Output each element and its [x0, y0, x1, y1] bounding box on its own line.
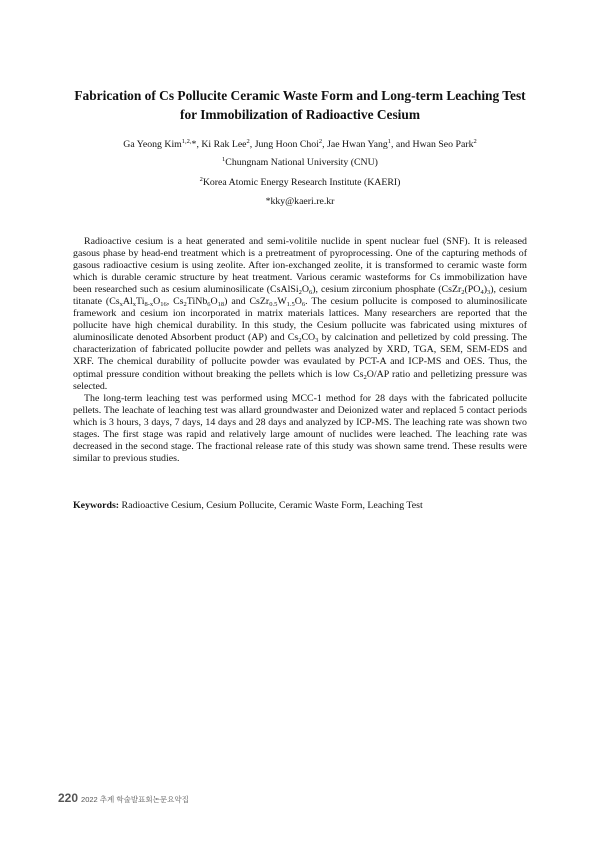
- affiliation-number: 1: [222, 156, 226, 163]
- affiliation-number: 2: [199, 176, 203, 183]
- subscript: 6: [308, 289, 313, 297]
- subscript: 6: [301, 301, 306, 309]
- author-affil-sup: 2: [318, 138, 323, 145]
- corresponding-mark: *: [191, 139, 197, 150]
- abstract-text: by calcination and pelletized by cold pressing. The characterization of fabricated pollucite powder and pellets was analyzed by XRD, TGA, SEM, SEM-EDS and XRF. The chemical durability of pollucite powder was evaulated by PCT-A and ICP-MS and OES. Thus, the optimal pressure condition without breaking the pellets which is low Cs: [73, 332, 527, 380]
- subscript: 2: [183, 301, 187, 309]
- subscript: 2: [298, 337, 302, 345]
- author-name: Hwan Seo Park: [412, 139, 474, 150]
- abstract-text: TiNb: [186, 296, 208, 308]
- abstract-text: O: [210, 296, 218, 308]
- abstract: [73, 236, 527, 465]
- author-list: [40, 138, 560, 152]
- abstract-text: , Cs: [166, 296, 184, 308]
- author-name: Ki Rak Lee: [201, 139, 247, 150]
- subscript: 18: [217, 301, 225, 309]
- subscript: 1.5: [286, 301, 295, 309]
- author-separator: ,: [196, 139, 202, 150]
- keywords: [73, 500, 527, 512]
- subscript: 6: [207, 301, 211, 309]
- abstract-text: O: [294, 296, 302, 308]
- abstract-text: (PO: [464, 284, 481, 296]
- affiliation-1: [40, 156, 560, 170]
- paper-title-line2: for Immobilization of Radioactive Cesium: [179, 107, 421, 122]
- abstract-text: Al: [122, 296, 133, 308]
- abstract-text: Radioactive cesium is a heat generated and semi-volitile nuclide in spent nuclear fuel (SNF). It is released gasous phase by head-end treatment which is a pretreatment of pyroprocessing. One of the capturing methods of gasous radioactive cesium is using zeolite. After ion-exchanged zeolite, it is transformed to ceramic waste form which is durable ceramic structure by heat treatment. Various ceramic wasteforms for Cs immobilization have been researched such as cesium aluminosilicate (CsAlSi: [73, 236, 527, 296]
- author-affil-sup: 2: [246, 138, 250, 145]
- author-name: Ga Yeong Kim: [123, 139, 182, 150]
- author-affil-sup: 2: [473, 138, 477, 145]
- author-separator: ,: [322, 139, 328, 150]
- abstract-text: . The cesium pollucite is composed to aluminosilicate framework and cesium ion incorporated in matrix materials lattices. Many researchers are reported that the pollucite have high chemical durability. In this study, the Cesium pollucite was fabricated using mixtures of aluminosilicate denoted Absorbent product (AP) and Cs: [73, 296, 528, 344]
- author-name: Jung Hoon Choi: [254, 139, 319, 150]
- affiliation-text: Korea Atomic Energy Research Institute (KAERI): [202, 177, 401, 188]
- subscript: 2: [461, 289, 465, 297]
- author-separator: ,: [249, 139, 255, 150]
- keywords-label: Keywords:: [73, 500, 120, 511]
- abstract-text: CO: [301, 332, 316, 344]
- subscript: 4: [480, 289, 484, 297]
- subscript: x: [132, 301, 137, 309]
- subscript: 16: [160, 301, 167, 309]
- corresponding-email: *kky@kaeri.re.kr: [265, 196, 335, 207]
- abstract-paragraph-2: The long-term leaching test was performed using MCC-1 method for 28 days with the fabricated pollucite pellets. The leachate of leaching test was allard groundwaster and Deionized water and replaced 5 contact periods which is 3 hours, 3 days, 7 days, 14 days and 28 days and analyzed by ICP-MS. The leaching rate was shown two stages. The first stage was rapid and relatively large amount of nuclides were leached. The leaching rate was decreased in the second stage. The fractional release rate of this study was shown same trend. These results were similar to previous studies.: [73, 392, 527, 464]
- abstract-text: ), cesium zirconium phosphate (CsZr: [312, 284, 462, 296]
- abstract-paragraph-1: [73, 236, 527, 393]
- subscript: 0.5: [269, 301, 278, 309]
- subscript: 3: [315, 337, 319, 345]
- footer-text: 2022 추계 학술발표회논문요약집: [81, 795, 189, 804]
- subscript: 2: [298, 289, 302, 297]
- abstract-text: ), cesium titanate (Cs: [73, 284, 528, 308]
- subscript: 2: [363, 373, 367, 381]
- abstract-text: Ti: [136, 296, 145, 308]
- paper-title-line1: Fabrication of Cs Pollucite Ceramic Waste Form and Long-term Leaching Test: [74, 88, 526, 103]
- author-name: Jae Hwan Yang: [327, 139, 388, 150]
- subscript: 8-x: [144, 301, 154, 309]
- abstract-text: O: [153, 296, 161, 308]
- subscript: x: [119, 301, 123, 309]
- paper-title: [60, 86, 540, 124]
- keywords-text: Radioactive Cesium, Cesium Pollucite, Ceramic Waste Form, Leaching Test: [119, 500, 423, 511]
- page-footer: [58, 789, 189, 807]
- abstract-text: O/AP ratio and pelletizing pressure was selected.: [73, 368, 527, 392]
- affiliation-2: [40, 176, 560, 190]
- abstract-text: ): [483, 284, 487, 296]
- author-separator: , and: [391, 139, 413, 150]
- abstract-text: O: [301, 284, 309, 296]
- abstract-text: ) and CsZr: [224, 296, 270, 308]
- page-number: 220: [58, 791, 79, 805]
- abstract-text: W: [277, 296, 287, 308]
- author-affil-sup: 1,2,: [181, 138, 192, 145]
- subscript: 3: [486, 289, 491, 297]
- affiliation-text: Chungnam National University (CNU): [225, 157, 378, 168]
- author-affil-sup: 1: [387, 138, 392, 145]
